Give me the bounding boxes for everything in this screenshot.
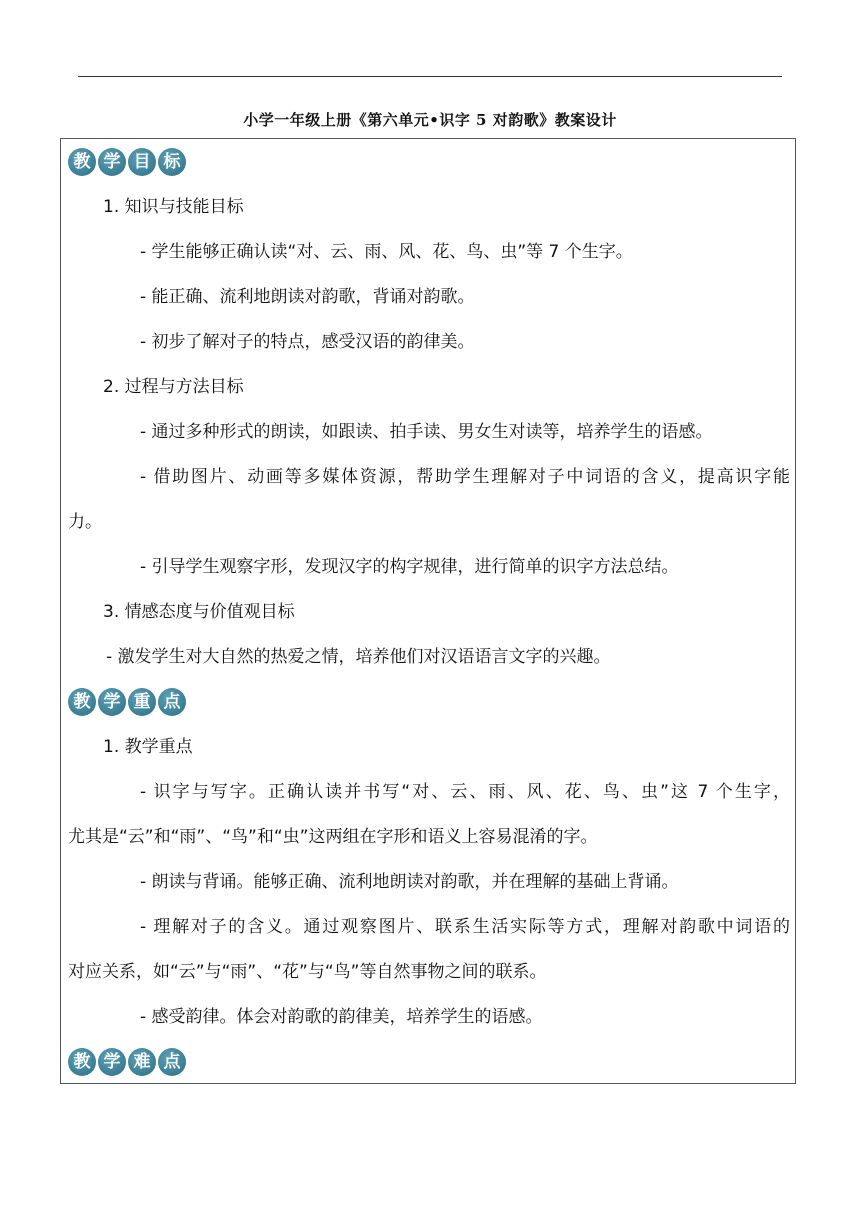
heading-char: 教 (68, 1048, 96, 1076)
bullet-item: - 理解对子的含义。通过观察图片、联系生活实际等方式，理解对韵歌中词语的 (140, 917, 790, 937)
bullet-item: - 引导学生观察字形，发现汉字的构字规律，进行简单的识字方法总结。 (140, 557, 679, 577)
subheading-key-points: 1. 教学重点 (103, 737, 193, 757)
subheading-process-methods: 2. 过程与方法目标 (103, 377, 244, 397)
heading-char: 点 (158, 1048, 186, 1076)
bullet-item: - 朗读与背诵。能够正确、流利地朗读对韵歌，并在理解的基础上背诵。 (140, 872, 679, 892)
section-heading-difficulties (68, 1048, 186, 1076)
heading-char: 教 (68, 688, 96, 716)
bullet-item: - 初步了解对子的特点，感受汉语的韵律美。 (140, 332, 475, 352)
subheading-emotion-values: 3. 情感态度与价值观目标 (103, 602, 295, 622)
bullet-item: - 学生能够正确认读“对、云、雨、风、花、鸟、虫”等 7 个生字。 (140, 242, 633, 262)
heading-char: 学 (98, 688, 126, 716)
bullet-item-continuation: 尤其是“云”和“雨”、“鸟”和“虫”这两组在字形和语义上容易混淆的字。 (68, 827, 598, 847)
section-heading-key-points (68, 688, 186, 716)
heading-char: 教 (68, 148, 96, 176)
subheading-knowledge-skills: 1. 知识与技能目标 (103, 197, 244, 217)
bullet-item-continuation: 对应关系，如“云”与“雨”、“花”与“鸟”等自然事物之间的联系。 (68, 962, 547, 982)
document-title: 小学一年级上册《第六单元•识字 5 对韵歌》教案设计 (243, 111, 617, 129)
heading-char: 难 (128, 1048, 156, 1076)
bullet-item: - 借助图片、动画等多媒体资源，帮助学生理解对子中词语的含义，提高识字能 (140, 467, 790, 487)
heading-char: 标 (158, 148, 186, 176)
bullet-item: - 识字与写字。正确认读并书写“对、云、雨、风、花、鸟、虫”这 7 个生字， (140, 782, 790, 802)
bullet-item: - 通过多种形式的朗读，如跟读、拍手读、男女生对读等，培养学生的语感。 (140, 422, 713, 442)
heading-char: 学 (98, 1048, 126, 1076)
bullet-item: - 感受韵律。体会对韵歌的韵律美，培养学生的语感。 (140, 1007, 543, 1027)
bullet-item: - 激发学生对大自然的热爱之情，培养他们对汉语语言文字的兴趣。 (106, 647, 611, 667)
heading-char: 点 (158, 688, 186, 716)
heading-char: 重 (128, 688, 156, 716)
section-heading-objectives (68, 148, 186, 176)
heading-char: 目 (128, 148, 156, 176)
header-rule (78, 76, 782, 77)
bullet-item-continuation: 力。 (68, 512, 102, 532)
heading-char: 学 (98, 148, 126, 176)
bullet-item: - 能正确、流利地朗读对韵歌，背诵对韵歌。 (140, 287, 475, 307)
